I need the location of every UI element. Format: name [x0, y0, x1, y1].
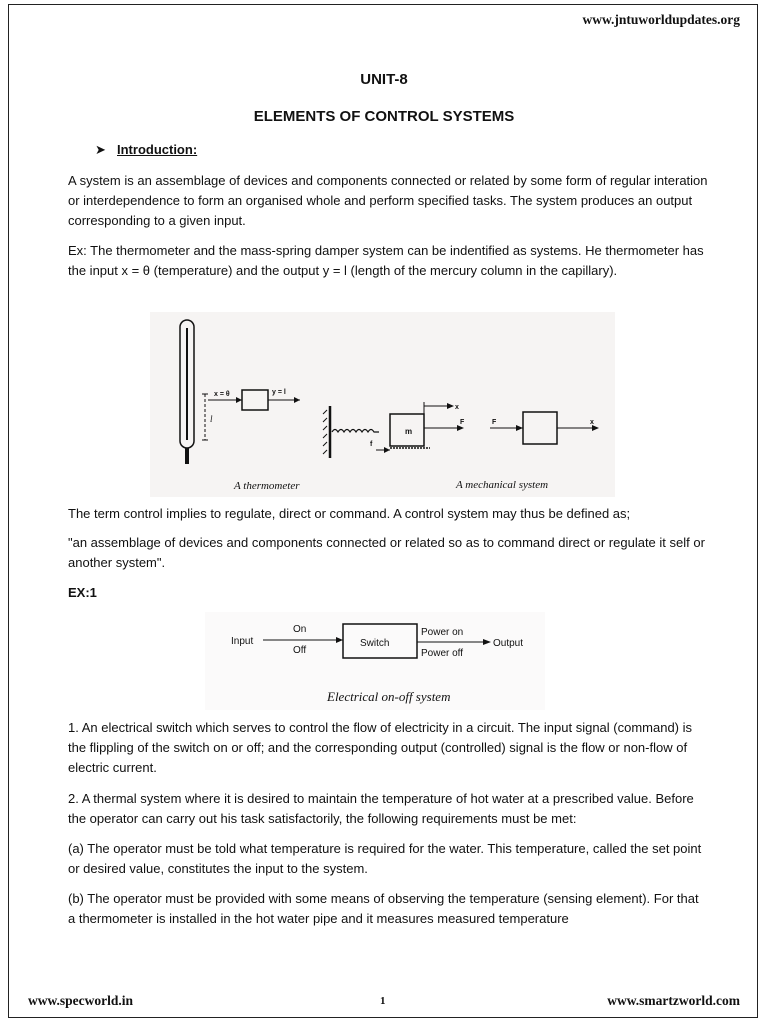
bullet-arrow-icon: ➤ — [95, 142, 106, 157]
unit-heading: UNIT-8 — [360, 71, 408, 88]
footer-site-right[interactable]: www.smartzworld.com — [607, 993, 740, 1008]
caption-electrical: Electrical on-off system — [327, 689, 451, 704]
label-x-theta: x = θ — [214, 391, 230, 398]
paragraph-system-definition: A system is an assemblage of devices and components connected or related by some form of regular interation or interdependence to form an organised whole and perform specified tasks. The system produces an output corresponding to a given input. — [68, 173, 708, 228]
header-site-url[interactable]: www.jntuworldupdates.org — [582, 12, 740, 27]
page-title: ELEMENTS OF CONTROL SYSTEMS — [253, 108, 515, 125]
section-heading: Introduction: — [117, 142, 198, 157]
section-introduction — [95, 142, 197, 158]
paragraph-example-1: 1. An electrical switch which serves to control the flow of electricity in a circuit. The input signal (command) is the flippling of the switch on or off; and the corresponding output (controlled) signal is the flow or non-flow of electric current. — [68, 720, 693, 775]
caption-thermometer: A thermometer — [234, 480, 300, 492]
page-number: 1 — [380, 995, 386, 1007]
label-on: On — [293, 624, 307, 635]
label-l: l — [210, 414, 213, 424]
label-power-on: Power on — [421, 627, 464, 638]
label-output: Output — [493, 638, 524, 649]
paragraph-example-2: 2. A thermal system where it is desired to maintain the temperature of hot water at a prescribed value. Before the operator can carry out his task satisfactorily, the following requirements must be met: — [68, 791, 694, 826]
paragraph-example: Ex: The thermometer and the mass-spring damper system can be indentified as systems. He thermometer has the input x = θ (temperature) and the output y = l (length of the mercury column in the capillary). — [68, 243, 704, 278]
label-force-block: F — [492, 419, 497, 426]
paragraph-control-definition: "an assemblage of devices and components connected or related so as to command direct or regulate it self or another system". — [68, 535, 705, 570]
example-label: EX:1 — [68, 585, 97, 600]
figure-thermometer-mechanical — [150, 312, 615, 497]
caption-mechanical: A mechanical system — [456, 479, 549, 491]
figure-electrical-on-off — [205, 612, 545, 710]
label-friction: f — [370, 441, 373, 448]
footer-site-left[interactable]: www.specworld.in — [28, 993, 134, 1008]
label-input: Input — [231, 636, 254, 647]
label-x-block: x — [590, 419, 594, 426]
paragraph-requirement-a: (a) The operator must be told what temperature is required for the water. This temperature, called the set point or desired value, constitutes the input to the system. — [68, 841, 702, 876]
label-force: F — [460, 419, 465, 426]
paragraph-control-term: The term control implies to regulate, direct or command. A control system may thus be defined as; — [68, 506, 631, 521]
label-switch: Switch — [360, 638, 390, 649]
label-y-l: y = l — [272, 389, 286, 396]
label-off: Off — [293, 645, 307, 656]
paragraph-requirement-b: (b) The operator must be provided with some means of observing the temperature (sensing element). For that a thermometer is installed in the hot water pipe and it measures measured temperature — [68, 891, 699, 926]
label-x-arrow: x — [455, 404, 459, 411]
label-mass: m — [405, 427, 413, 436]
figure-background — [150, 312, 615, 497]
label-power-off: Power off — [421, 648, 464, 659]
